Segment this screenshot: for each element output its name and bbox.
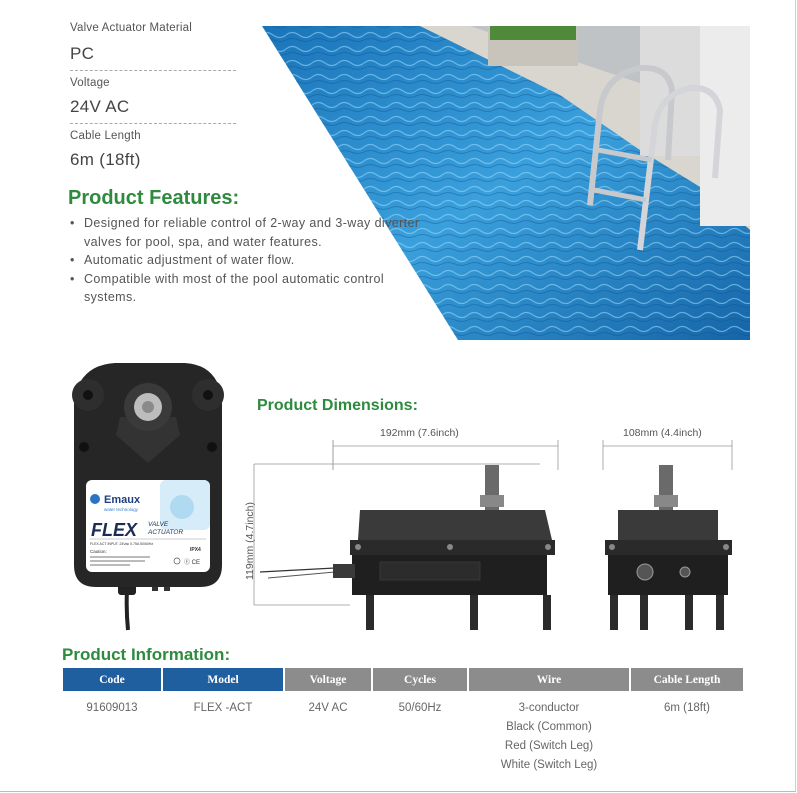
wire-line: 3-conductor xyxy=(518,702,580,714)
spec-label-material: Valve Actuator Material xyxy=(70,22,192,34)
brand-tagline: water technology xyxy=(104,507,139,512)
brand-name: Emaux xyxy=(104,494,141,506)
width-dimension-label: 192mm (7.6inch) xyxy=(380,427,459,439)
height-dimension-label: 119mm (4.7inch) xyxy=(244,501,256,580)
cell-wire xyxy=(469,691,629,776)
features-title: Product Features: xyxy=(68,187,240,209)
cell-model: FLEX -ACT xyxy=(193,702,253,714)
cell-code: 91609013 xyxy=(86,702,138,714)
cell-voltage: 24V AC xyxy=(308,702,348,714)
model-sub-valve: VALVE xyxy=(148,521,169,528)
table-row xyxy=(63,691,743,776)
wire-line: White (Switch Leg) xyxy=(500,759,598,771)
spec-divider xyxy=(70,70,236,71)
dimensions-title: Product Dimensions: xyxy=(257,397,418,414)
info-title: Product Information: xyxy=(62,645,231,664)
column-header-model: Model xyxy=(163,668,283,691)
model-big: FLEX xyxy=(91,520,138,540)
feature-item: • Compatible with most of the pool automatic control systems. xyxy=(68,270,428,307)
spec-label-voltage: Voltage xyxy=(70,77,110,89)
feature-item: • Automatic adjustment of water flow. xyxy=(68,251,428,270)
features-list xyxy=(68,214,428,307)
spec-label-cable: Cable Length xyxy=(70,130,141,142)
feature-item: • Designed for reliable control of 2-way and 3-way diverter valves for pool, spa, and water features. xyxy=(68,214,428,251)
spec-value-material: PC xyxy=(70,44,95,63)
depth-dimension-label: 108mm (4.4inch) xyxy=(623,427,702,439)
column-header-code: Code xyxy=(63,668,161,691)
column-header-voltage: Voltage xyxy=(285,668,371,691)
product-info-table xyxy=(61,668,745,776)
column-header-cycles: Cycles xyxy=(373,668,467,691)
spec-value-voltage: 24V AC xyxy=(70,97,130,116)
cell-cycles: 50/60Hz xyxy=(398,702,442,714)
column-header-wire: Wire xyxy=(469,668,629,691)
cell-cable-length: 6m (18ft) xyxy=(663,702,710,714)
wire-line: Black (Common) xyxy=(506,721,592,733)
dimension-drawing xyxy=(240,440,760,640)
column-header-cable-length: Cable Length xyxy=(631,668,743,691)
spec-value-cable: 6m (18ft) xyxy=(70,150,141,169)
actuator-photo xyxy=(60,355,240,635)
ipx-rating: IPX4 xyxy=(190,547,201,553)
model-sub-actuator: ACTUATOR xyxy=(148,529,184,536)
svg-text:Ⓔ CE: Ⓔ CE xyxy=(184,560,201,566)
label-spec-line: FLEX ACT INPUT: 24Vac 0.75A 50/60Hz xyxy=(90,542,154,546)
wire-line: Red (Switch Leg) xyxy=(504,740,594,752)
front-view-drawing xyxy=(605,465,732,630)
caution-text: Caution: xyxy=(90,549,107,554)
spec-divider xyxy=(70,123,236,124)
